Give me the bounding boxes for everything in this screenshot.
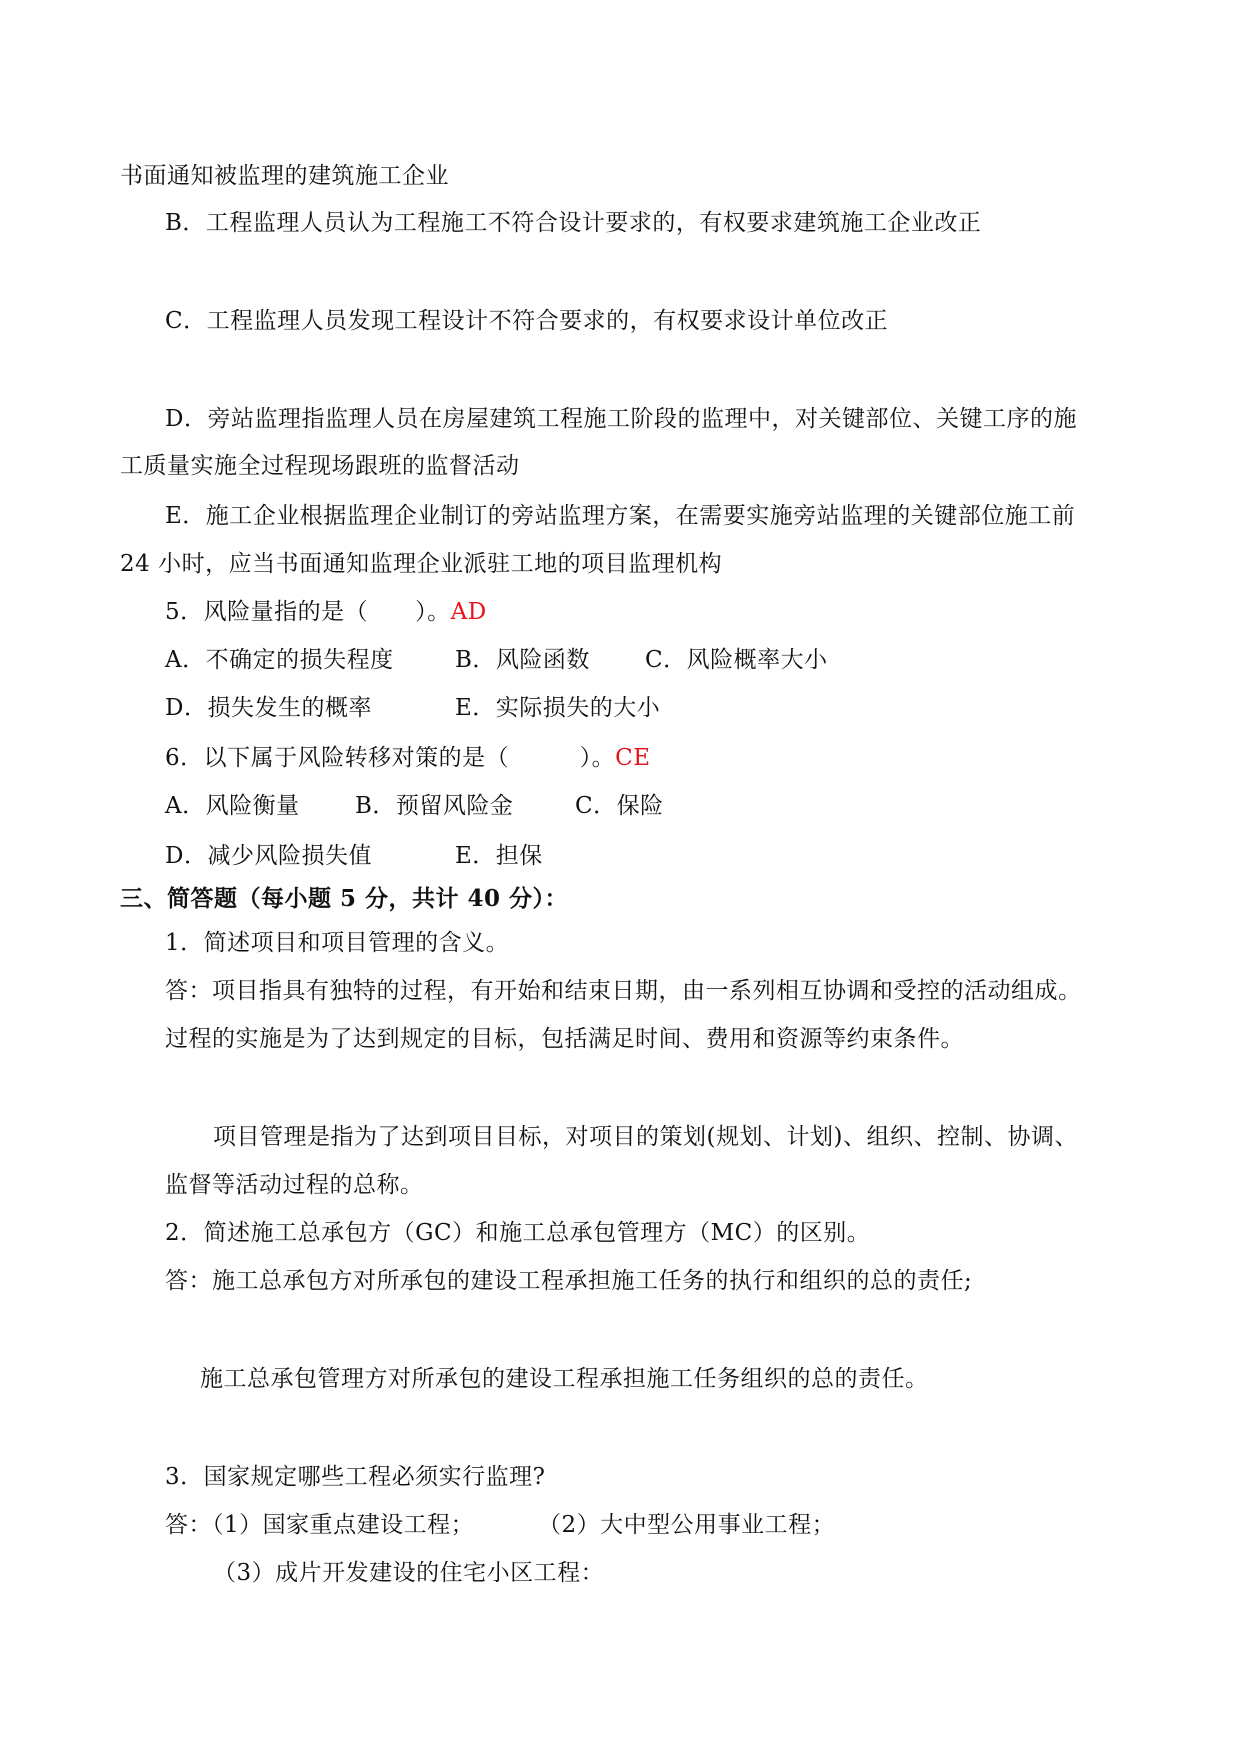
answer-line: 答：施工总承包方对所承包的建设工程承担施工任务的执行和组织的总的责任; <box>165 1268 973 1294</box>
answer-line: （3）成片开发建设的住宅小区工程： <box>213 1560 605 1586</box>
option-d: D．减少风险损失值 <box>165 843 372 869</box>
option-b: B．风险函数 <box>455 647 590 673</box>
option-a: A．风险衡量 <box>165 793 300 819</box>
answer-line: 监督等活动过程的总称。 <box>165 1172 424 1198</box>
text-line: 工质量实施全过程现场跟班的监督活动 <box>120 453 520 479</box>
option-a: A．不确定的损失程度 <box>165 647 394 673</box>
answer-line: 施工总承包管理方对所承包的建设工程承担施工任务组织的总的责任。 <box>200 1366 929 1392</box>
question-1: 1．简述项目和项目管理的含义。 <box>165 930 510 956</box>
option-b: B．预留风险金 <box>355 793 514 819</box>
answer-line: 项目管理是指为了达到项目目标，对项目的策划(规划、计划)、组织、控制、协调、 <box>213 1124 1078 1150</box>
option-e-line: E．施工企业根据监理企业制订的旁站监理方案，在需要实施旁站监理的关键部位施工前 <box>165 503 1076 529</box>
option-d: D．损失发生的概率 <box>165 695 372 721</box>
answer-line: （2）大中型公用事业工程； <box>538 1512 836 1538</box>
option-c: C．风险概率大小 <box>645 647 828 673</box>
answer-line: 过程的实施是为了达到规定的目标，包括满足时间、费用和资源等约束条件。 <box>165 1026 964 1052</box>
answer-line: 答：项目指具有独特的过程，有开始和结束日期，由一系列相互协调和受控的活动组成。 <box>165 978 1082 1004</box>
question-5 <box>165 597 487 627</box>
question-3: 3．国家规定哪些工程必须实行监理? <box>165 1464 546 1490</box>
question-text: 5．风险量指的是（ ）。 <box>165 599 451 625</box>
text-line: 24 小时，应当书面通知监理企业派驻工地的项目监理机构 <box>120 551 723 577</box>
question-text: 6．以下属于风险转移对策的是（ ）。 <box>165 745 616 771</box>
question-2: 2．简述施工总承包方（GC）和施工总承包管理方（MC）的区别。 <box>165 1220 871 1246</box>
option-b-line: B．工程监理人员认为工程施工不符合设计要求的，有权要求建筑施工企业改正 <box>165 210 982 236</box>
section-heading: 三、简答题（每小题 5 分，共计 40 分）： <box>120 885 569 912</box>
option-c: C．保险 <box>575 793 664 819</box>
question-6 <box>165 743 651 773</box>
answer-key: CE <box>615 745 651 771</box>
answer-line: 答：（1）国家重点建设工程； <box>165 1512 475 1538</box>
option-e: E．担保 <box>455 843 543 869</box>
option-c-line: C．工程监理人员发现工程设计不符合要求的，有权要求设计单位改正 <box>165 308 889 334</box>
option-e: E．实际损失的大小 <box>455 695 661 721</box>
text-line: 书面通知被监理的建筑施工企业 <box>120 163 449 189</box>
option-d-line: D．旁站监理指监理人员在房屋建筑工程施工阶段的监理中，对关键部位、关键工序的施 <box>165 406 1077 432</box>
answer-key: AD <box>450 599 487 625</box>
